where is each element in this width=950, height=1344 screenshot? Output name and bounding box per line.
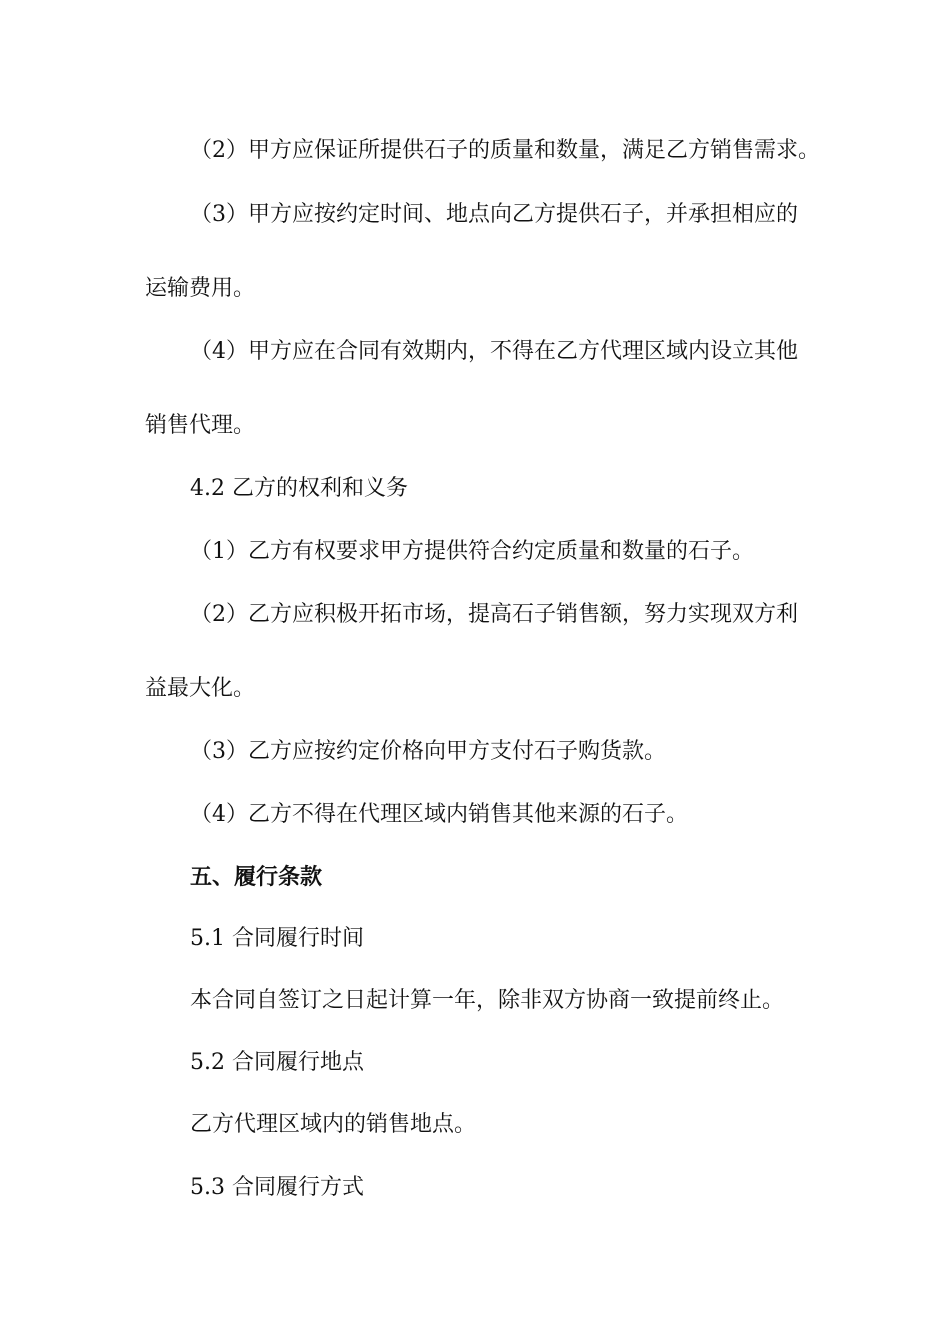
clause-line: 乙方代理区域内的销售地点。: [190, 1112, 477, 1137]
subsection-heading: 5.2 合同履行地点: [190, 1050, 364, 1075]
clause-line: 本合同自签订之日起计算一年，除非双方协商一致提前终止。: [190, 988, 785, 1013]
clause-line: （2）甲方应保证所提供石子的质量和数量，满足乙方销售需求。: [190, 138, 820, 163]
subsection-heading: 5.1 合同履行时间: [190, 926, 364, 951]
clause-continuation-line: 运输费用。: [145, 276, 256, 301]
clause-line: （3）乙方应按约定价格向甲方支付石子购货款。: [190, 739, 666, 764]
subsection-heading: 4.2 乙方的权利和义务: [190, 476, 408, 501]
clause-line: （4）甲方应在合同有效期内，不得在乙方代理区域内设立其他: [190, 339, 798, 364]
section-heading: 五、履行条款: [190, 864, 323, 890]
clause-continuation-line: 益最大化。: [145, 676, 256, 701]
clause-line: （4）乙方不得在代理区域内销售其他来源的石子。: [190, 802, 688, 827]
subsection-heading: 5.3 合同履行方式: [190, 1175, 364, 1200]
clause-line: （3）甲方应按约定时间、地点向乙方提供石子，并承担相应的: [190, 202, 798, 227]
clause-line: （2）乙方应积极开拓市场，提高石子销售额，努力实现双方利: [190, 602, 798, 627]
clause-continuation-line: 销售代理。: [145, 413, 256, 438]
clause-line: （1）乙方有权要求甲方提供符合约定质量和数量的石子。: [190, 539, 754, 564]
